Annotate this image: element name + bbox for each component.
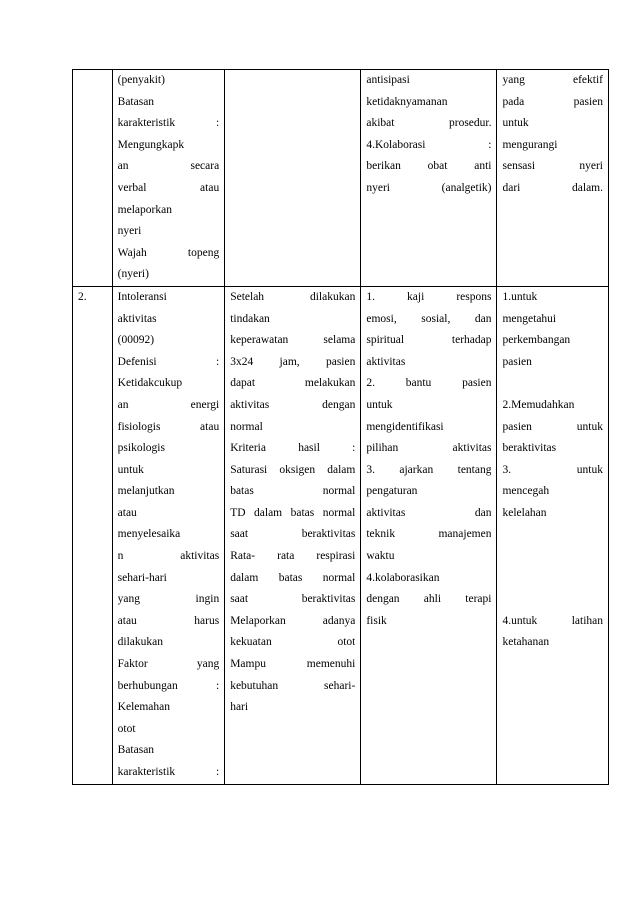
cell-text-line: yang ingin bbox=[117, 593, 220, 606]
cell-text-line: psikologis bbox=[117, 442, 165, 455]
cell-text-line: aktivitas dan bbox=[366, 506, 492, 519]
cell-text-line: 4.untuk latihan bbox=[502, 614, 603, 627]
cell-text-line bbox=[502, 546, 603, 568]
intervention-cell bbox=[361, 286, 497, 784]
cell-text-line: berikan obat anti bbox=[366, 160, 492, 173]
cell-text-line: keperawatan selama bbox=[230, 334, 356, 347]
cell-text-line: akibat prosedur. bbox=[366, 117, 492, 130]
cell-text-line: Faktor yang bbox=[117, 658, 220, 671]
cell-text-line: berhubungan : bbox=[117, 679, 220, 692]
cell-text-line: dapat melakukan bbox=[230, 377, 356, 390]
cell-text-line: aktivitas bbox=[117, 312, 157, 325]
cell-text-line: kekuatan otot bbox=[230, 636, 356, 649]
cell-text-line: Batasan bbox=[117, 95, 155, 108]
cell-text-line: Mampu memenuhi bbox=[230, 658, 356, 671]
cell-text-line: dalam batas normal bbox=[230, 571, 356, 584]
cell-text-line: (penyakit) bbox=[117, 74, 165, 86]
cell-text-line: Setelah dilakukan bbox=[230, 290, 356, 303]
cell-text-line: verbal atau bbox=[117, 181, 220, 194]
cell-text-line: mengidentifikasi bbox=[366, 420, 444, 433]
cell-text-line: teknik manajemen bbox=[366, 528, 492, 541]
cell-text-line: 1.untuk bbox=[502, 290, 538, 303]
cell-text-line: spiritual terhadap bbox=[366, 334, 492, 347]
diagnosis-cell bbox=[112, 70, 225, 287]
cell-text-line: pilihan aktivitas bbox=[366, 442, 492, 455]
cell-text-line: TD dalam batas normal bbox=[230, 506, 356, 519]
row-number-cell bbox=[73, 286, 113, 784]
cell-text-line: menyelesaika bbox=[117, 528, 181, 541]
cell-text-line: Kelemahan bbox=[117, 701, 171, 714]
cell-text-line: nyeri (analgetik) bbox=[366, 181, 492, 194]
table-row bbox=[73, 286, 609, 784]
cell-text-line: 3. ajarkan tentang bbox=[366, 463, 492, 476]
cell-text-line: sensasi nyeri bbox=[502, 160, 603, 173]
cell-text-line: Batasan bbox=[117, 744, 155, 757]
cell-text-line: saat beraktivitas bbox=[230, 593, 356, 606]
cell-text-line: Kriteria hasil : bbox=[230, 442, 356, 455]
cell-text-line: mengetahui bbox=[502, 312, 557, 325]
cell-text-line: emosi, sosial, dan bbox=[366, 312, 492, 325]
cell-text-line: 2.Memudahkan bbox=[502, 398, 575, 411]
cell-text-line: waktu bbox=[366, 550, 395, 563]
cell-text-line: tindakan bbox=[230, 312, 270, 325]
cell-text-line: karakteristik : bbox=[117, 766, 220, 778]
cell-text-line: dari dalam. bbox=[502, 181, 603, 194]
cell-text-line: aktivitas bbox=[366, 355, 406, 368]
cell-text-line: untuk bbox=[117, 463, 144, 476]
cell-text-line: 2. bantu pasien bbox=[366, 377, 492, 390]
diagnosis-cell bbox=[112, 286, 225, 784]
cell-text-line: melanjutkan bbox=[117, 485, 175, 498]
cell-text-line: 4.kolaborasikan bbox=[366, 571, 440, 584]
cell-text-line: kebutuhan sehari- bbox=[230, 679, 356, 692]
cell-text-line: mencegah bbox=[502, 485, 550, 498]
cell-text-line: yang efektif bbox=[502, 74, 603, 86]
cell-text-line: 4.Kolaborasi : bbox=[366, 138, 492, 151]
cell-text-line: aktivitas dengan bbox=[230, 398, 356, 411]
table-row bbox=[73, 70, 609, 287]
cell-text-line: pengaturan bbox=[366, 485, 418, 498]
cell-text-line: ketahanan bbox=[502, 636, 550, 649]
cell-text-line: 1. kaji respons bbox=[366, 290, 492, 303]
cell-text-line: untuk bbox=[366, 398, 393, 411]
cell-text-line: atau bbox=[117, 506, 137, 519]
cell-text-line: 3. untuk bbox=[502, 463, 603, 476]
cell-text-line: Melaporkan adanya bbox=[230, 614, 356, 627]
intervention-cell bbox=[361, 70, 497, 287]
cell-text-line: fisiologis atau bbox=[117, 420, 220, 433]
cell-text-line: atau harus bbox=[117, 614, 220, 627]
cell-text-line: hari bbox=[230, 701, 249, 714]
cell-text-line: nyeri bbox=[117, 225, 142, 238]
cell-text-line: normal bbox=[230, 420, 263, 433]
cell-text-line: Wajah topeng bbox=[117, 246, 220, 259]
cell-text-line bbox=[502, 568, 603, 590]
cell-text-line: melaporkan bbox=[117, 203, 172, 216]
cell-text-line: (nyeri) bbox=[117, 268, 149, 281]
cell-text-line: pada pasien bbox=[502, 95, 603, 108]
cell-text-line: Saturasi oksigen dalam bbox=[230, 463, 356, 476]
cell-text-line: Defenisi : bbox=[117, 355, 220, 368]
cell-text-line: otot bbox=[117, 722, 136, 735]
cell-text-line: fisik bbox=[366, 614, 387, 627]
rationale-cell bbox=[497, 286, 609, 784]
cell-text-line: kelelahan bbox=[502, 506, 547, 519]
cell-text-line: an energi bbox=[117, 398, 220, 411]
row-number-cell bbox=[73, 70, 113, 287]
cell-text-line: karakteristik : bbox=[117, 117, 220, 130]
cell-text-line: Mengungkapk bbox=[117, 138, 185, 151]
cell-text-line: untuk bbox=[502, 117, 529, 130]
cell-text-line: Intoleransi bbox=[117, 290, 167, 303]
cell-text-line: pasien untuk bbox=[502, 420, 603, 433]
cell-text-line: dilakukan bbox=[117, 636, 164, 649]
cell-text-line: Rata- rata respirasi bbox=[230, 550, 356, 563]
cell-text-line: perkembangan bbox=[502, 334, 571, 347]
rationale-cell bbox=[497, 70, 609, 287]
cell-text-line: (00092) bbox=[117, 334, 155, 347]
cell-text-line: ketidaknyamanan bbox=[366, 95, 448, 108]
row-number: 2. bbox=[78, 290, 87, 303]
cell-text-line: dengan ahli terapi bbox=[366, 593, 492, 606]
cell-text-line: mengurangi bbox=[502, 138, 558, 151]
cell-text-line: n aktivitas bbox=[117, 550, 220, 563]
goal-criteria-cell bbox=[225, 70, 361, 287]
cell-text-line bbox=[502, 524, 603, 546]
cell-text-line: Ketidakcukup bbox=[117, 377, 183, 390]
cell-text-line: an secara bbox=[117, 160, 220, 173]
cell-text-line: beraktivitas bbox=[502, 442, 557, 455]
cell-text-line: antisipasi bbox=[366, 74, 410, 86]
cell-text-line: sehari-hari bbox=[117, 571, 167, 584]
cell-text-line bbox=[502, 373, 603, 395]
cell-text-line bbox=[502, 589, 603, 611]
cell-text-line: pasien bbox=[502, 355, 532, 368]
row-number bbox=[78, 70, 107, 92]
cell-text-line: 3x24 jam, pasien bbox=[230, 355, 356, 368]
cell-text-line: batas normal bbox=[230, 485, 356, 498]
nursing-care-plan-table bbox=[72, 69, 609, 785]
cell-text-line: saat beraktivitas bbox=[230, 528, 356, 541]
goal-criteria-cell bbox=[225, 286, 361, 784]
